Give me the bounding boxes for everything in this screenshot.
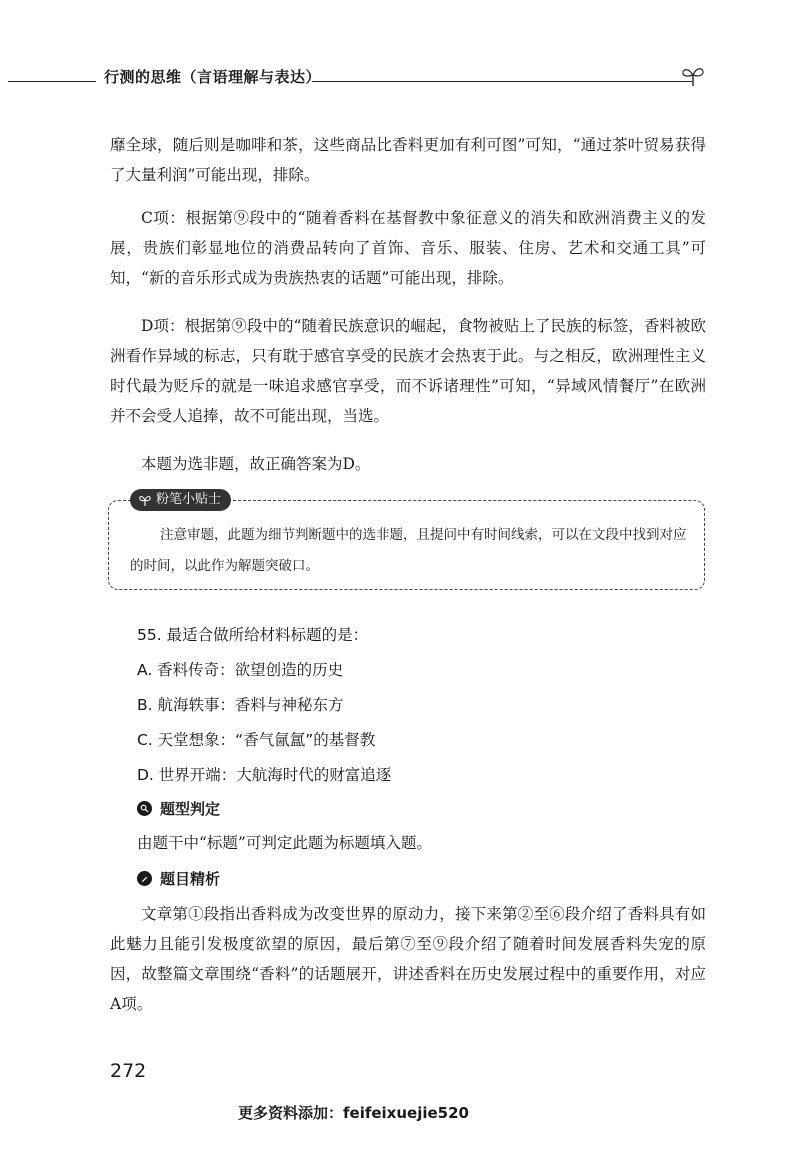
header-rule-right (312, 81, 692, 82)
section-type-text: 由题干中“标题”可判定此题为标题填入题。 (137, 834, 432, 852)
running-header (0, 64, 800, 94)
section-heading-analysis (137, 868, 220, 889)
section-heading-type-label: 题型判定 (160, 800, 221, 818)
footer-note: 更多资料添加：feifeixuejie520 (238, 1104, 469, 1122)
section-heading-analysis-label: 题目精析 (160, 870, 221, 888)
header-title: 行测的思维（言语理解与表达） (104, 68, 322, 86)
option-b: B. 航海轶事：香料与神秘东方 (137, 696, 344, 714)
magnifier-icon (137, 801, 152, 816)
paragraph-b-continuation: 靡全球，随后则是咖啡和茶，这些商品比香料更加有利可图”可知，“通过茶叶贸易获得了大量利润”可能出现，排除。 (110, 136, 706, 184)
option-a: A. 香料传奇：欲望创造的历史 (137, 661, 344, 679)
tip-badge-label: 粉笔小贴士 (156, 492, 222, 507)
tip-text: 注意审题，此题为细节判断题中的选非题，且提问中有时间线索，可以在文段中找到对应的时间，以此作为解题突破口。 (130, 527, 687, 574)
sprout-icon (138, 493, 152, 507)
section-analysis-text: 文章第①段指出香料成为改变世界的原动力，接下来第②至⑥段介绍了香料具有如此魅力且能引发极度欲望的原因，最后第⑦至⑨段介绍了随着时间发展香料失宠的原因，故整篇文章围绕“香料”的话题展开，讲述香料在历史发展过程中的重要作用，对应A项。 (110, 905, 706, 1013)
paragraph-answer: 本题为选非题，故正确答案为D。 (141, 455, 371, 473)
section-heading-type (137, 798, 220, 819)
option-d: D. 世界开端：大航海时代的财富追逐 (137, 766, 392, 784)
paragraph-option-c: C项：根据第⑨段中的“随着香料在基督教中象征意义的消失和欧洲消费主义的发展，贵族们彰显地位的消费品转向了首饰、音乐、服装、住房、艺术和交通工具”可知，“新的音乐形式成为贵族热衷的话题”可能出现，排除。 (110, 209, 706, 287)
paragraph-option-d: D项：根据第⑨段中的“随着民族意识的崛起，食物被贴上了民族的标签，香料被欧洲看作异域的标志，只有耽于感官享受的民族才会热衷于此。与之相反，欧洲理性主义时代最为贬斥的就是一味追求感官享受，而不诉诸理性”可知，“异域风情餐厅”在欧洲并不会受人追捧，故不可能出现，当选。 (110, 317, 706, 425)
question-stem: 55. 最适合做所给材料标题的是： (137, 626, 369, 644)
pen-icon (137, 871, 152, 886)
option-c: C. 天堂想象：“香气氤氲”的基督教 (137, 731, 376, 749)
sprout-icon (678, 64, 708, 88)
page-number: 272 (110, 1060, 147, 1082)
header-rule-left (8, 81, 96, 82)
tip-badge (130, 489, 231, 511)
